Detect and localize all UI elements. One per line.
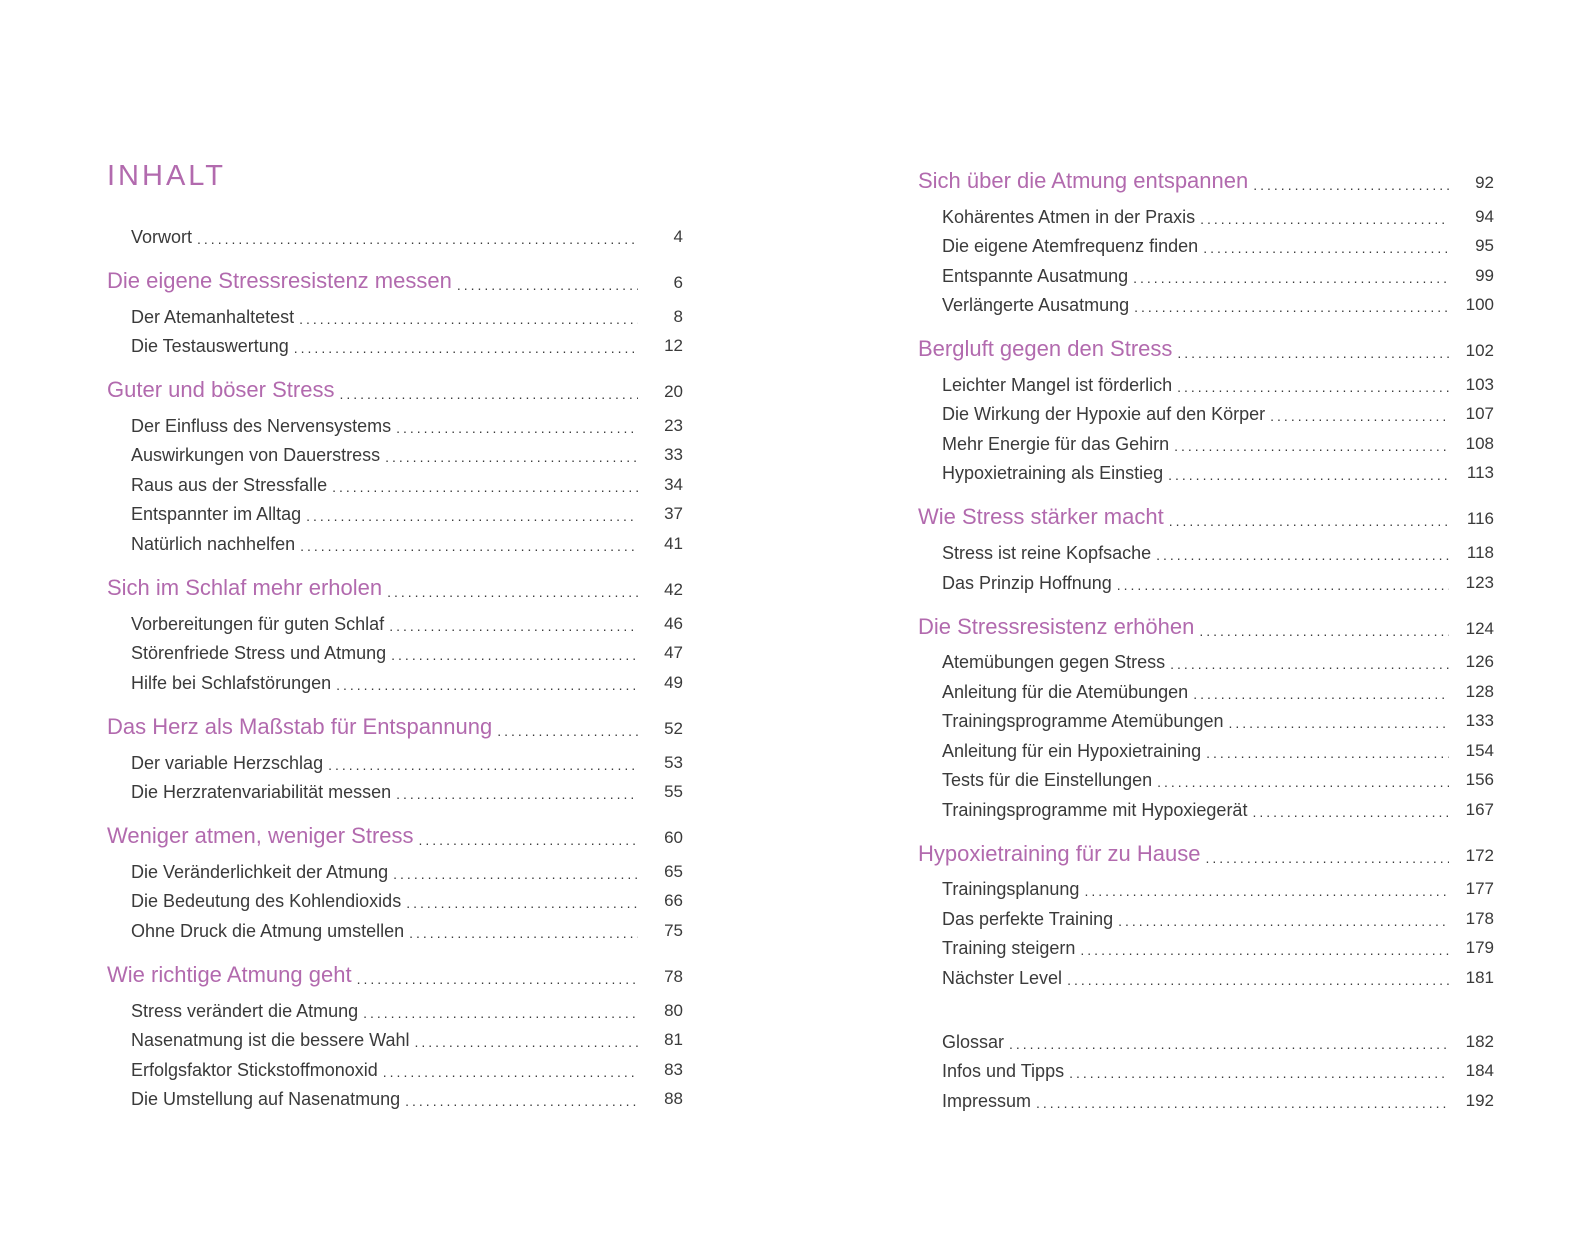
toc-entry	[918, 456, 1494, 484]
dot-leader	[339, 385, 638, 403]
toc-entry-label: Der Atemanhaltetest	[131, 307, 295, 327]
toc-entry	[107, 300, 683, 328]
dot-leader	[1009, 1035, 1449, 1053]
toc-entry	[918, 763, 1494, 791]
toc-entry	[107, 914, 683, 942]
toc-entry-label: Der variable Herzschlag	[131, 753, 324, 773]
toc-page-number: 192	[1465, 1091, 1494, 1110]
toc-entry-label: Hypoxietraining für zu Hause	[918, 841, 1201, 866]
toc-page-number: 4	[673, 227, 683, 246]
toc-page-number: 42	[664, 580, 683, 599]
toc-page-number: 92	[1475, 173, 1494, 192]
dot-leader	[294, 339, 638, 357]
toc-page-number: 124	[1465, 619, 1494, 638]
toc-entry-label: Sich im Schlaf mehr erholen	[107, 575, 383, 600]
toc-entry-label: Nächster Level	[942, 968, 1063, 988]
dot-leader	[1133, 269, 1449, 287]
toc-entry-label: Entspannter im Alltag	[131, 504, 302, 524]
toc-entry-label: Trainingsplanung	[942, 879, 1080, 899]
toc-page-number: 133	[1465, 711, 1494, 730]
toc-entry-label: Die Stressresistenz erhöhen	[918, 614, 1195, 639]
toc-page-number: 46	[664, 614, 683, 633]
toc-page-number: 103	[1465, 375, 1494, 394]
toc-entry-label: Stress ist reine Kopfsache	[942, 543, 1152, 563]
toc-entry-label: Hypoxietraining als Einstieg	[942, 463, 1164, 483]
toc-entry-label: Bergluft gegen den Stress	[918, 336, 1173, 361]
dot-leader	[391, 646, 638, 664]
toc-entry-label: Anleitung für ein Hypoxietraining	[942, 741, 1202, 761]
toc-page-number: 88	[664, 1089, 683, 1108]
toc-entry	[918, 536, 1494, 564]
toc-entry-label: Nasenatmung ist die bessere Wahl	[131, 1030, 410, 1050]
toc-entry	[918, 397, 1494, 425]
toc-entry-label: Erfolgsfaktor Stickstoffmonoxid	[131, 1060, 378, 1080]
toc-entry-label: Stress verändert die Atmung	[131, 1001, 359, 1021]
toc-page-number: 156	[1465, 770, 1494, 789]
toc-entry-label: Glossar	[942, 1032, 1005, 1052]
toc-page-number: 37	[664, 504, 683, 523]
toc-page-number: 177	[1465, 879, 1494, 898]
toc-page-number: 100	[1465, 295, 1494, 314]
dot-leader	[357, 970, 638, 988]
toc-entry-label: Ohne Druck die Atmung umstellen	[131, 921, 405, 941]
toc-entry	[107, 746, 683, 774]
toc-page-number: 75	[664, 921, 683, 940]
toc-page-number: 102	[1465, 341, 1494, 360]
dot-leader	[1169, 512, 1449, 530]
dot-leader	[1067, 971, 1449, 989]
toc-page-number: 33	[664, 445, 683, 464]
dot-leader	[300, 537, 638, 555]
toc-page-number: 154	[1465, 741, 1494, 760]
dot-leader	[414, 1033, 638, 1051]
dot-leader	[1270, 407, 1449, 425]
toc-entry-label: Auswirkungen von Dauerstress	[131, 445, 381, 465]
dot-leader	[1069, 1064, 1449, 1082]
toc-entry-label: Tests für die Einstellungen	[942, 770, 1153, 790]
toc-page-number: 178	[1465, 909, 1494, 928]
toc-entry-label: Vorbereitungen für guten Schlaf	[131, 614, 385, 634]
toc-entry-label: Atemübungen gegen Stress	[942, 652, 1166, 672]
toc-page-number: 128	[1465, 682, 1494, 701]
toc-chapter-entry	[107, 266, 683, 294]
toc-entry-label: Mehr Energie für das Gehirn	[942, 434, 1170, 454]
toc-page-number: 95	[1475, 236, 1494, 255]
toc-page-number: 52	[664, 719, 683, 738]
toc-entry-label: Die Veränderlichkeit der Atmung	[131, 862, 389, 882]
dot-leader	[396, 785, 638, 803]
toc-entry-label: Trainingsprogramme Atemübungen	[942, 711, 1224, 731]
dot-leader	[419, 831, 638, 849]
dot-leader	[1252, 803, 1449, 821]
toc-page-number: 118	[1466, 543, 1494, 562]
toc-page-number: 182	[1465, 1032, 1494, 1051]
toc-page-number: 126	[1465, 652, 1494, 671]
toc-page-number: 99	[1475, 266, 1494, 285]
toc-entry-label: Anleitung für die Atemübungen	[942, 682, 1189, 702]
toc-entry	[107, 1082, 683, 1110]
toc-entry-label: Trainingsprogramme mit Hypoxiegerät	[942, 800, 1248, 820]
toc-page-number: 12	[664, 336, 683, 355]
toc-entry	[107, 497, 683, 525]
dot-leader	[197, 230, 638, 248]
toc-entry	[107, 775, 683, 803]
toc-entry	[107, 994, 683, 1022]
toc-entry-label: Die eigene Stressresistenz messen	[107, 268, 452, 293]
toc-page-number: 34	[664, 475, 683, 494]
toc-page-number: 66	[664, 891, 683, 910]
toc-entry-label: Guter und böser Stress	[107, 377, 335, 402]
toc-entry	[918, 259, 1494, 287]
dot-leader	[1206, 744, 1449, 762]
toc-entry-label: Wie richtige Atmung geht	[107, 962, 352, 987]
toc-entry-label: Hilfe bei Schlafstörungen	[131, 673, 332, 693]
toc-entry-label: Störenfriede Stress und Atmung	[131, 643, 387, 663]
dot-leader	[1205, 849, 1449, 867]
toc-entry-label: Kohärentes Atmen in der Praxis	[942, 207, 1196, 227]
toc-page-number: 108	[1465, 434, 1494, 453]
toc-page-number: 41	[664, 534, 683, 553]
toc-page-number: 65	[664, 862, 683, 881]
toc-entry	[918, 1025, 1494, 1053]
toc-entry	[918, 902, 1494, 930]
toc-entry-label: Die Umstellung auf Nasenatmung	[131, 1089, 401, 1109]
toc-entry	[107, 468, 683, 496]
toc-entry	[107, 329, 683, 357]
dot-leader	[1036, 1094, 1449, 1112]
dot-leader	[1200, 210, 1449, 228]
toc-entry-label: Das Prinzip Hoffnung	[942, 573, 1112, 593]
toc-page-number: 53	[664, 753, 683, 772]
page-title: INHALT	[107, 160, 226, 192]
toc-entry-label: Raus aus der Stressfalle	[131, 475, 328, 495]
dot-leader	[1170, 655, 1449, 673]
dot-leader	[1177, 344, 1449, 362]
toc-page-number: 8	[673, 307, 683, 326]
toc-entry	[918, 872, 1494, 900]
toc-page-number: 81	[664, 1030, 683, 1049]
toc-page-number: 49	[664, 673, 683, 692]
toc-entry-label: Der Einfluss des Nervensystems	[131, 416, 392, 436]
dot-leader	[1199, 622, 1449, 640]
toc-entry-label: Verlängerte Ausatmung	[942, 295, 1130, 315]
toc-entry	[918, 675, 1494, 703]
toc-entry	[918, 368, 1494, 396]
toc-entry-label: Training steigern	[942, 938, 1076, 958]
dot-leader	[1229, 714, 1450, 732]
toc-page-number: 179	[1465, 938, 1494, 957]
toc-chapter-entry	[918, 612, 1494, 640]
dot-leader	[1157, 773, 1449, 791]
toc-entry-label: Die Testauswertung	[131, 336, 289, 356]
toc-chapter-entry	[107, 375, 683, 403]
toc-page-number: 55	[664, 782, 683, 801]
toc-entry	[107, 884, 683, 912]
toc-page-number: 80	[664, 1001, 683, 1020]
toc-page-number: 113	[1466, 463, 1494, 482]
toc-entry-label: Sich über die Atmung entspannen	[918, 168, 1249, 193]
toc-page-number: 78	[664, 967, 683, 986]
toc-entry	[107, 220, 683, 248]
toc-page-number: 167	[1465, 800, 1494, 819]
toc-entry	[107, 607, 683, 635]
toc-page-number: 116	[1466, 509, 1494, 528]
dot-leader	[385, 448, 638, 466]
toc-entry-label: Impressum	[942, 1091, 1032, 1111]
dot-leader	[1117, 576, 1449, 594]
toc-entry	[107, 855, 683, 883]
dot-leader	[1174, 437, 1449, 455]
toc-page-number: 23	[664, 416, 683, 435]
toc-entry	[107, 1053, 683, 1081]
toc-chapter-entry	[107, 821, 683, 849]
toc-entry	[918, 200, 1494, 228]
dot-leader	[1156, 546, 1449, 564]
toc-chapter-entry	[918, 334, 1494, 362]
toc-page-number: 47	[664, 643, 683, 662]
dot-leader	[383, 1063, 638, 1081]
dot-leader	[328, 756, 638, 774]
dot-leader	[306, 507, 638, 525]
dot-leader	[1203, 239, 1449, 257]
toc-entry-label: Infos und Tipps	[942, 1061, 1065, 1081]
toc-entry	[918, 288, 1494, 316]
dot-leader	[497, 722, 638, 740]
toc-entry-label: Weniger atmen, weniger Stress	[107, 823, 414, 848]
toc-entry	[918, 961, 1494, 989]
toc-entry	[107, 438, 683, 466]
toc-page-number: 94	[1475, 207, 1494, 226]
toc-chapter-entry	[107, 573, 683, 601]
dot-leader	[405, 1092, 638, 1110]
toc-page-number: 184	[1465, 1061, 1494, 1080]
dot-leader	[299, 310, 638, 328]
toc-entry	[918, 427, 1494, 455]
toc-page-number: 83	[664, 1060, 683, 1079]
toc-entry	[918, 566, 1494, 594]
toc-entry-label: Natürlich nachhelfen	[131, 534, 296, 554]
toc-entry	[918, 229, 1494, 257]
dot-leader	[1134, 298, 1449, 316]
toc-chapter-entry	[918, 839, 1494, 867]
dot-leader	[409, 924, 638, 942]
dot-leader	[393, 865, 638, 883]
dot-leader	[332, 478, 638, 496]
toc-page-number: 20	[664, 382, 683, 401]
toc-entry	[107, 527, 683, 555]
toc-entry	[918, 931, 1494, 959]
toc-entry-label: Vorwort	[131, 227, 193, 247]
toc-entry	[918, 1054, 1494, 1082]
toc-entry	[918, 793, 1494, 821]
toc-page-number: 107	[1465, 404, 1494, 423]
toc-page-number: 123	[1465, 573, 1494, 592]
dot-leader	[363, 1004, 638, 1022]
toc-entry-label: Wie Stress stärker macht	[918, 504, 1164, 529]
toc-entry	[107, 1023, 683, 1051]
toc-entry	[107, 636, 683, 664]
toc-page-number: 60	[664, 828, 683, 847]
dot-leader	[1118, 912, 1449, 930]
toc-entry	[918, 734, 1494, 762]
toc-page-number: 172	[1465, 846, 1494, 865]
toc-entry	[918, 1084, 1494, 1112]
dot-leader	[336, 676, 638, 694]
dot-leader	[1168, 466, 1449, 484]
toc-chapter-entry	[107, 712, 683, 740]
dot-leader	[457, 276, 638, 294]
toc-chapter-entry	[918, 166, 1494, 194]
dot-leader	[406, 894, 638, 912]
toc-entry-label: Leichter Mangel ist förderlich	[942, 375, 1173, 395]
toc-entry-label: Das perfekte Training	[942, 909, 1114, 929]
toc-entry	[107, 666, 683, 694]
toc-entry	[107, 409, 683, 437]
toc-entry-label: Entspannte Ausatmung	[942, 266, 1129, 286]
dot-leader	[1080, 941, 1449, 959]
toc-chapter-entry	[107, 960, 683, 988]
toc-entry-label: Die Wirkung der Hypoxie auf den Körper	[942, 404, 1266, 424]
dot-leader	[387, 583, 638, 601]
toc-entry	[918, 704, 1494, 732]
toc-entry	[918, 645, 1494, 673]
dot-leader	[1177, 378, 1449, 396]
dot-leader	[396, 419, 638, 437]
dot-leader	[1084, 882, 1449, 900]
toc-entry-label: Die eigene Atemfrequenz finden	[942, 236, 1199, 256]
toc-page-number: 6	[673, 273, 683, 292]
toc-entry-label: Das Herz als Maßstab für Entspannung	[107, 714, 493, 739]
toc-entry-label: Die Herzratenvariabilität messen	[131, 782, 392, 802]
toc-page-number: 181	[1465, 968, 1494, 987]
dot-leader	[1253, 176, 1449, 194]
dot-leader	[1193, 685, 1449, 703]
dot-leader	[389, 617, 638, 635]
toc-entry-label: Die Bedeutung des Kohlendioxids	[131, 891, 402, 911]
toc-chapter-entry	[918, 502, 1494, 530]
